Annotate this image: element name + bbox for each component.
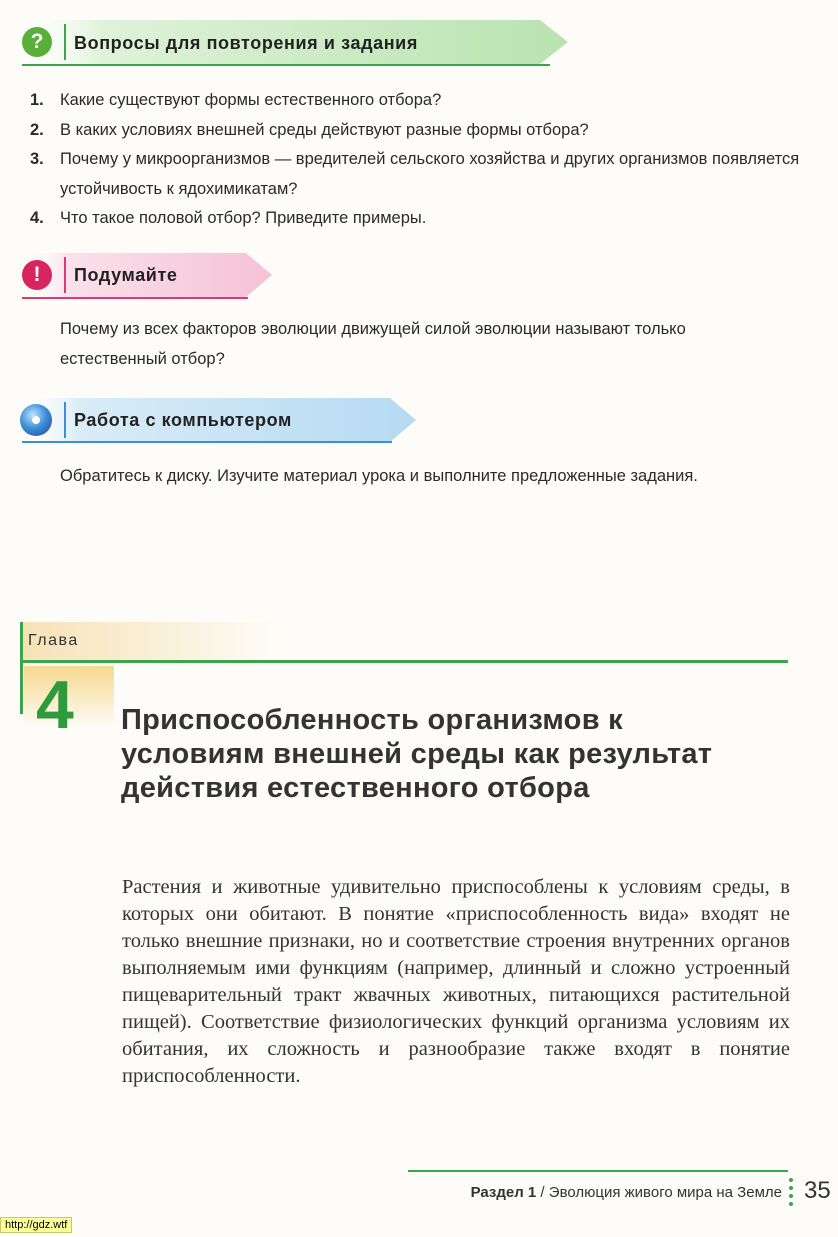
computer-divider-v	[64, 402, 66, 438]
think-text: Почему из всех факторов эволюции движущей силой эволюции называют только естественный отбор?	[60, 320, 686, 368]
footer-caption	[410, 1184, 782, 1201]
questions-divider-v	[64, 24, 66, 60]
chapter-rule	[22, 660, 788, 663]
question-number: 4.	[30, 209, 44, 227]
footer-section: Раздел 1	[470, 1184, 537, 1201]
footer-dots	[789, 1178, 793, 1210]
think-title: Подумайте	[74, 265, 178, 285]
chapter-label: Глава	[28, 632, 79, 649]
computer-underline	[22, 441, 392, 443]
list-item	[30, 145, 800, 204]
question-text: Какие существуют формы естественного отбора?	[60, 91, 442, 109]
question-text: Что такое половой отбор? Приведите примеры.	[60, 209, 427, 227]
disc-icon	[19, 403, 53, 437]
exclamation-icon: !	[22, 260, 52, 290]
question-number: 2.	[30, 120, 44, 139]
question-text: Почему у микроорганизмов — вредителей сельского хозяйства и других организмов появляется устойчивость к ядохимикатам?	[60, 150, 800, 198]
question-text: В каких условиях внешней среды действуют разные формы отбора?	[60, 120, 589, 139]
question-icon: ?	[22, 27, 52, 57]
watermark: http://gdz.wtf	[0, 1217, 72, 1233]
question-number: 1.	[30, 91, 44, 109]
footer-subtitle: Эволюция живого мира на Земле	[548, 1184, 782, 1201]
footer-rule	[408, 1170, 788, 1172]
think-underline	[22, 297, 248, 299]
chapter-title: Приспособленность организмов к условиям внешней среды как результат действия естественного отбора	[121, 704, 713, 804]
chapter-number: 4	[36, 667, 74, 743]
footer-separator: /	[536, 1184, 549, 1201]
chapter-left-bar	[20, 622, 23, 714]
page-number: 35	[804, 1177, 831, 1204]
list-item	[30, 116, 800, 146]
think-divider-v	[64, 257, 66, 293]
questions-title: Вопросы для повторения и задания	[74, 33, 418, 53]
computer-title: Работа с компьютером	[74, 410, 292, 430]
computer-text: Обратитесь к диску. Изучите материал урока и выполните предложенные задания.	[60, 467, 698, 485]
list-item	[30, 86, 800, 116]
questions-underline	[22, 64, 550, 66]
list-item	[30, 204, 800, 234]
questions-list	[30, 86, 800, 234]
question-number: 3.	[30, 150, 44, 168]
chapter-body: Растения и животные удивительно приспособлены к условиям среды, в которых они обитают. В понятие «приспособленность вида» входят не только внешние признаки, но и соответствие строения внутренних органов выполняемым ими функциям (например, длинный и сложно устроенный пищеварительный тракт жвачных животных, питающихся растительной пищей). Соответствие физиологических функций организма условиям их обитания, их сложность и разнообразие также входят в понятие приспособленности.	[122, 876, 790, 1087]
